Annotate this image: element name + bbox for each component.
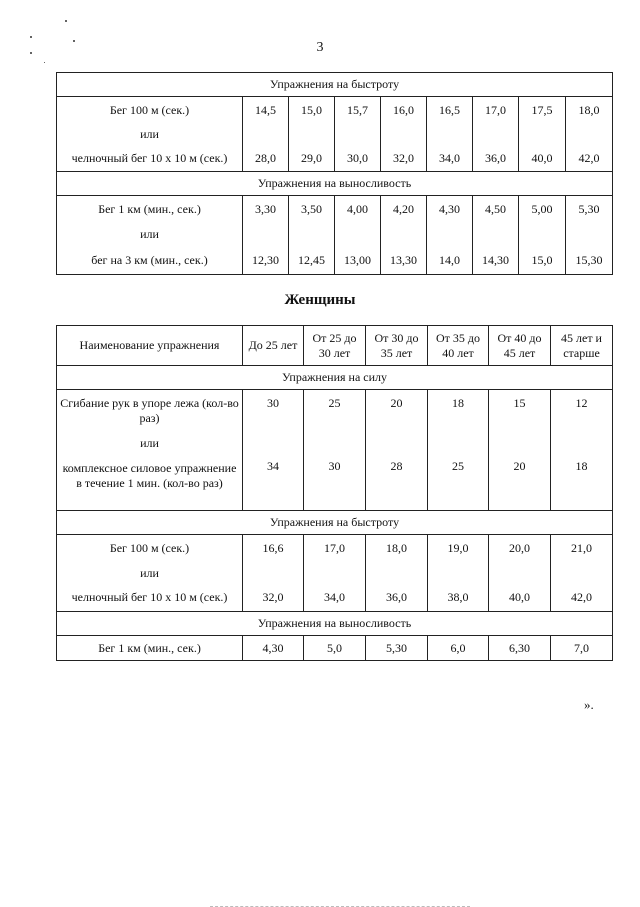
section-row-endurance (57, 172, 613, 196)
or-label: или (140, 566, 159, 580)
header-cell-age: От 30 до 35 лет (366, 326, 428, 366)
value-cell: 30 34 (243, 390, 304, 511)
value-cell: 17,5 40,0 (519, 97, 566, 172)
exercise-label-cell (57, 196, 243, 275)
header-cell-age: От 35 до 40 лет (428, 326, 489, 366)
scan-speck (65, 20, 67, 22)
exercise-label-cell (57, 390, 243, 511)
value-cell: 3,50 12,45 (289, 196, 335, 275)
header-cell-age: От 40 до 45 лет (489, 326, 551, 366)
value-cell: 18 25 (428, 390, 489, 511)
value-cell: 17,0 36,0 (473, 97, 519, 172)
exercise-label: бег на 3 км (мин., сек.) (91, 253, 208, 267)
or-label: или (140, 227, 159, 241)
section-title: Упражнения на выносливость (57, 612, 613, 636)
women-norms-table (56, 325, 613, 661)
value-cell: 16,5 34,0 (427, 97, 473, 172)
section-row-strength (57, 366, 613, 390)
value-cell: 14,5 28,0 (243, 97, 289, 172)
exercise-group-endurance (57, 196, 613, 275)
value-cell: 19,0 38,0 (428, 535, 489, 612)
value-cell: 5,30 15,30 (566, 196, 613, 275)
closing-quote-mark: ». (584, 697, 594, 712)
value-cell: 6,30 (489, 636, 551, 661)
value-cell: 5,00 15,0 (519, 196, 566, 275)
or-label: или (140, 127, 159, 141)
section-row-endurance (57, 612, 613, 636)
value-cell: 3,30 12,30 (243, 196, 289, 275)
value-cell: 15 20 (489, 390, 551, 511)
value-cell: 7,0 (551, 636, 613, 661)
exercise-label-cell (57, 97, 243, 172)
exercise-label: Бег 100 м (сек.) (109, 541, 190, 555)
page-number: 3 (316, 40, 324, 55)
value-cell: 6,0 (428, 636, 489, 661)
value-cell: 21,0 42,0 (551, 535, 613, 612)
section-title: Упражнения на быстроту (57, 511, 613, 535)
exercise-group-speed (57, 535, 613, 612)
exercise-label: челночный бег 10 х 10 м (сек.) (71, 151, 228, 165)
value-cell: 4,00 13,00 (335, 196, 381, 275)
value-cell: 15,0 29,0 (289, 97, 335, 172)
value-cell: 4,20 13,30 (381, 196, 427, 275)
header-cell-age: От 25 до 30 лет (304, 326, 366, 366)
scan-speck (30, 36, 32, 38)
exercise-group-speed (57, 97, 613, 172)
value-cell: 16,6 32,0 (243, 535, 304, 612)
value-cell: 18,0 36,0 (366, 535, 428, 612)
value-cell: 25 30 (304, 390, 366, 511)
exercise-label-cell (57, 535, 243, 612)
exercise-label: Бег 1 км (мин., сек.) (57, 636, 243, 661)
section-title: Упражнения на быстроту (57, 73, 613, 97)
value-cell: 18,0 42,0 (566, 97, 613, 172)
exercise-label: Сгибание рук в упоре лежа (кол-во раз) (60, 396, 239, 425)
value-cell: 5,30 (366, 636, 428, 661)
section-title: Упражнения на выносливость (57, 172, 613, 196)
exercise-label: комплексное силовое упражнение в течение 1 мин. (кол-во раз) (62, 461, 237, 490)
value-cell: 15,7 30,0 (335, 97, 381, 172)
exercise-label: Бег 100 м (сек.) (109, 103, 190, 117)
header-cell-age: До 25 лет (243, 326, 304, 366)
women-section-title: Женщины (284, 292, 356, 308)
exercise-group-endurance (57, 636, 613, 661)
value-cell: 12 18 (551, 390, 613, 511)
section-title: Упражнения на силу (57, 366, 613, 390)
men-norms-table-continued (56, 72, 613, 275)
header-cell-exercise: Наименование упражнения (57, 326, 243, 366)
value-cell: 16,0 32,0 (381, 97, 427, 172)
value-cell: 4,30 14,0 (427, 196, 473, 275)
header-row (57, 326, 613, 366)
section-row-speed (57, 73, 613, 97)
exercise-label: Бег 1 км (мин., сек.) (98, 202, 201, 216)
or-label: или (140, 436, 159, 450)
value-cell: 20,0 40,0 (489, 535, 551, 612)
header-cell-age: 45 лет и старше (551, 326, 613, 366)
section-row-speed (57, 511, 613, 535)
value-cell: 4,50 14,30 (473, 196, 519, 275)
value-cell: 5,0 (304, 636, 366, 661)
exercise-label: челночный бег 10 х 10 м (сек.) (71, 590, 228, 604)
value-cell: 4,30 (243, 636, 304, 661)
value-cell: 17,0 34,0 (304, 535, 366, 612)
scan-speck (44, 62, 45, 63)
exercise-group-strength (57, 390, 613, 511)
value-cell: 20 28 (366, 390, 428, 511)
